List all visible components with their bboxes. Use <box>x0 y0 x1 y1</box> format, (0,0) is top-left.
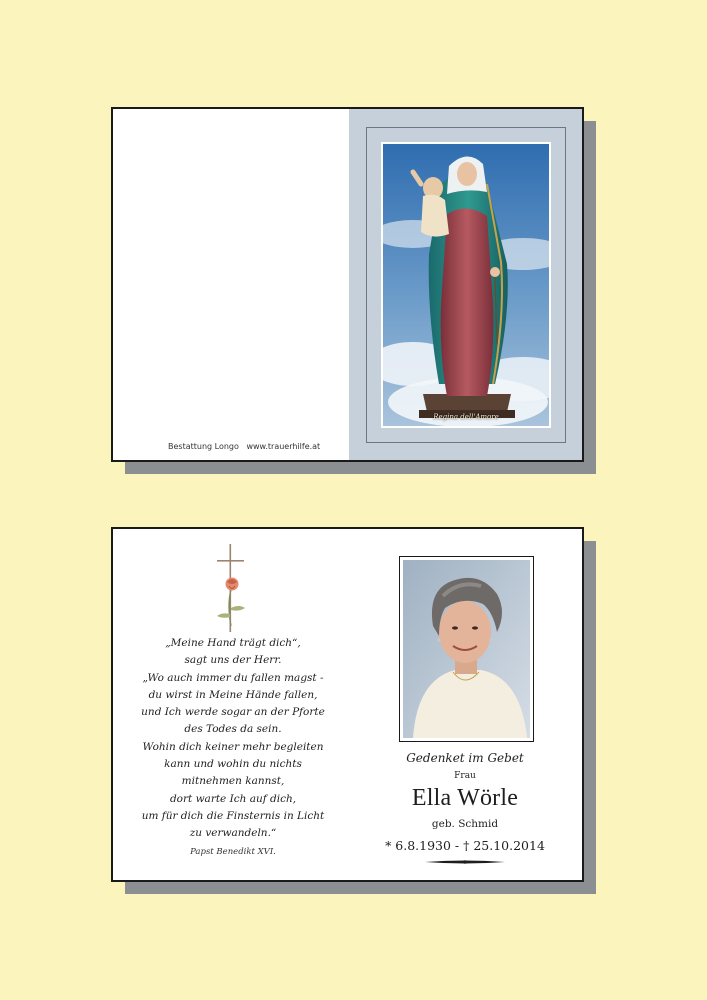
funeral-home-website: www.trauerhilfe.at <box>246 442 321 451</box>
cross-rose-icon <box>213 544 249 636</box>
funeral-home-name: Bestattung Longo <box>168 442 239 451</box>
bible-quote <box>131 635 335 843</box>
front-card <box>111 107 584 462</box>
deceased-title: Frau <box>454 771 476 781</box>
funeral-home-imprint <box>168 442 320 451</box>
portrait-photo <box>399 556 534 742</box>
quote-author: Papst Benedikt XVI. <box>190 847 276 857</box>
quote-line: um für dich die Finsternis in Licht <box>141 809 325 822</box>
memorial-heading: Gedenket im Gebet <box>406 751 524 765</box>
quote-line: und Ich werde sogar an der Pforte <box>141 706 325 719</box>
deceased-birth-name: geb. Schmid <box>431 818 499 830</box>
quote-line: Wohin dich keiner mehr begleiten <box>142 740 324 753</box>
quote-line: du wirst in Meine Hände fallen, <box>148 688 318 701</box>
life-dates: * 6.8.1930 - † 25.10.2014 <box>385 838 545 853</box>
quote-line: kann und wohin du nichts <box>164 758 302 771</box>
image-panel <box>349 109 584 460</box>
quote-line: zu verwandeln.“ <box>189 827 277 840</box>
madonna-statue-image <box>381 142 551 428</box>
back-card <box>111 527 584 882</box>
divider-ornament-icon <box>425 859 505 865</box>
quote-line: mitnehmen kannst, <box>181 775 285 788</box>
quote-line: dort warte Ich auf dich, <box>169 792 297 805</box>
image-caption: Regina dell'Amore <box>433 413 499 421</box>
quote-line: „Meine Hand trägt dich“, <box>165 637 301 649</box>
deceased-name: Ella Wörle <box>411 785 519 811</box>
quote-line: sagt uns der Herr. <box>184 654 282 667</box>
quote-line: des Todes da sein. <box>184 723 282 736</box>
quote-line: „Wo auch immer du fallen magst - <box>142 671 324 684</box>
